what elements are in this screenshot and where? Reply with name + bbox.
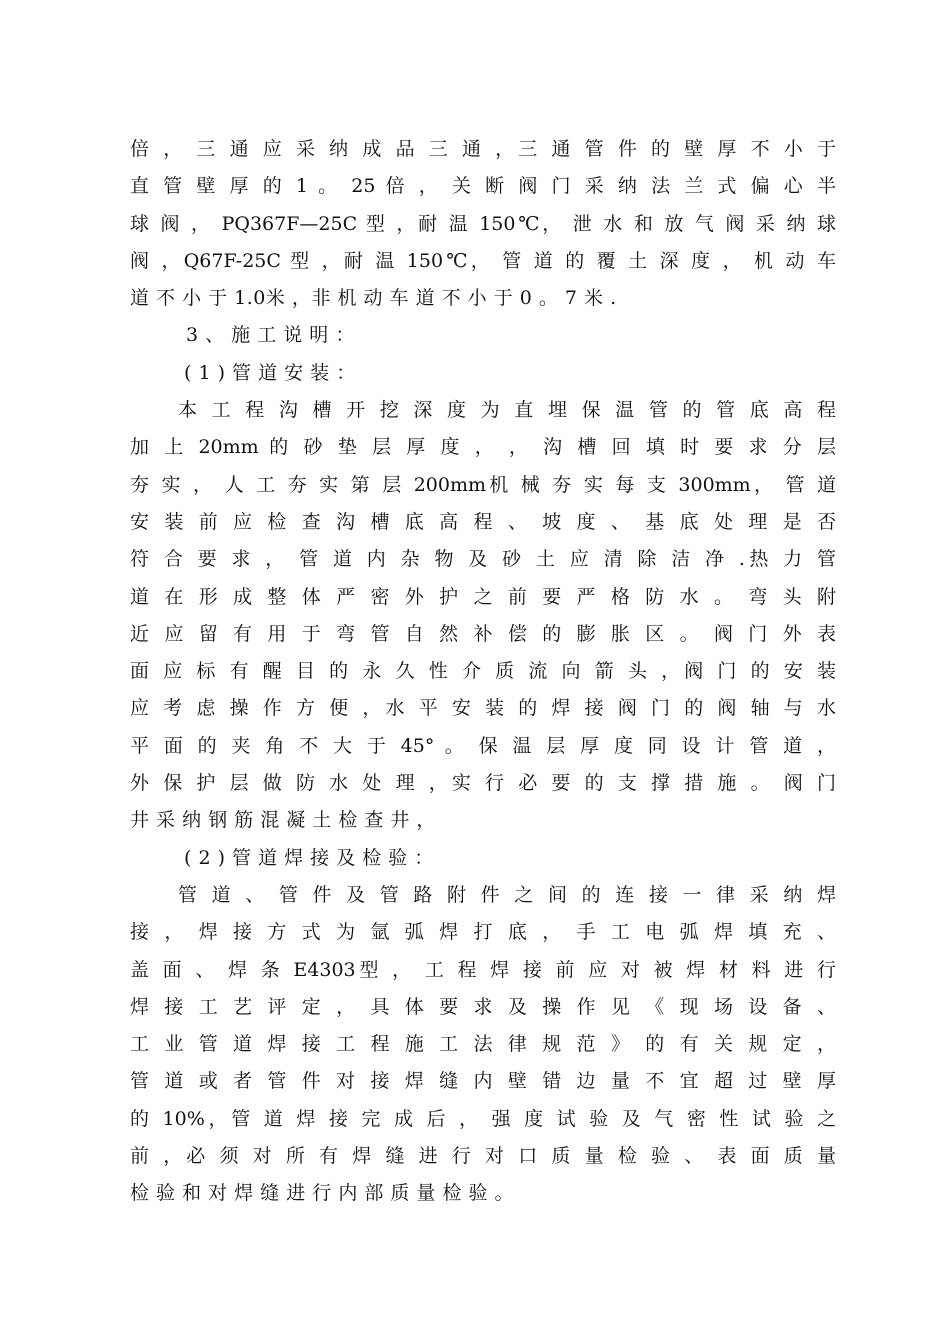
text-line-l03: 球 阀 ， PQ367F—25C 型 ，耐 温 150℃， 泄 水 和 放 气 阀 采 纳 球 [130,212,836,235]
text-line-l13: 道 在 形 成 整 体 严 密 外 护 之 前 要 严 格 防 水 。 弯 头 附 [130,585,836,608]
text-line-l01: 倍 ， 三 通 应 采 纳 成 品 三 通 ，三 通 管 件 的 壁 厚 不 小 于 [130,138,836,160]
text-line-l20: ( 2 ) 管 道 焊 接 及 检 验 ： [184,846,434,869]
text-line-l09: 加 上 20mm 的 砂 垫 层 厚 度 ， ， 沟 槽 回 填 时 要 求 分 层 [130,436,836,459]
text-line-l27: 的 10%，管 道 焊 接 完 成 后 ， 强 度 试 验 及 气 密 性 试 验 之 [130,1107,836,1130]
text-line-l29: 检 验 和 对 焊 缝 进 行 内 部 质 量 检 验 。 [130,1182,515,1205]
text-line-l16: 应 考 虑 操 作 方 便 ，水 平 安 装 的 焊 接 阀 门 的 阀 轴 与 水 [130,697,836,720]
text-line-l14: 近 应 留 有 用 于 弯 管 自 然 补 偿 的 膨 胀 区 。 阀 门 外 表 [130,622,836,645]
document-body [130,131,836,1213]
text-line-l28: 前 ，必 须 对 所 有 焊 缝 进 行 对 口 质 量 检 验 、 表 面 质 量 [130,1145,836,1168]
text-line-l19: 井 采 纳 钢 筋 混 凝 土 检 查 井 ， [130,809,436,832]
text-line-l12: 符 合 要 求 ， 管 道 内 杂 物 及 砂 土 应 清 除 洁 净 .热 力 管 [130,548,836,571]
text-line-l08: 本 工 程 沟 槽 开 挖 深 度 为 直 埋 保 温 管 的 管 底 高 程 [178,399,836,422]
text-line-l07: ( 1 ) 管 道 安 装 ： [184,361,356,384]
text-line-l17: 平 面 的 夹 角 不 大 于 45° 。 保 温 层 厚 度 同 设 计 管 道 ， [130,734,836,757]
text-line-l24: 焊 接 工 艺 评 定 ， 具 体 要 求 及 操 作 见 《 现 场 设 备 、 [130,995,836,1018]
text-line-l26: 管 道 或 者 管 件 对 接 焊 缝 内 壁 错 边 量 不 宜 超 过 壁 厚 [130,1070,836,1093]
text-line-l21: 管 道 、 管 件 及 管 路 附 件 之 间 的 连 接 一 律 采 纳 焊 [178,883,836,906]
text-line-l18: 外 保 护 层 做 防 水 处 理 ，实 行 必 要 的 支 撑 措 施 。 阀 门 [130,772,836,795]
text-line-l06: 3 、 施 工 说 明 ： [186,324,355,347]
text-line-l25: 工 业 管 道 焊 接 工 程 施 工 法 律 规 范 》 的 有 关 规 定 ， [130,1033,836,1056]
text-line-l10: 夯 实 ， 人 工 夯 实 第 层 200mm机 械 夯 实 每 支 300mm， 管 道 [130,473,836,496]
text-line-l05: 道 不 小 于 1.0米 ，非 机 动 车 道 不 小 于 0 。 7 米 . [130,287,617,310]
text-line-l22: 接 ， 焊 接 方 式 为 氩 弧 焊 打 底 ， 手 工 电 弧 焊 填 充 、 [130,921,836,944]
text-line-l11: 安 装 前 应 检 查 沟 槽 底 高 程 、 坡 度 、 基 底 处 理 是 否 [130,510,836,533]
text-line-l23: 盖 面 、 焊 条 E4303型 ， 工 程 焊 接 前 应 对 被 焊 材 料 进 行 [130,958,836,981]
text-line-l04: 阀 ，Q67F-25C 型 ，耐 温 150℃， 管 道 的 覆 土 深 度 ， 机 动 车 [130,249,836,272]
text-line-l15: 面 应 标 有 醒 目 的 永 久 性 介 质 流 向 箭 头 ，阀 门 的 安 装 [130,660,836,683]
text-line-l02: 直 管 壁 厚 的 1 。 25 倍 ， 关 断 阀 门 采 纳 法 兰 式 偏 心 半 [130,175,836,198]
